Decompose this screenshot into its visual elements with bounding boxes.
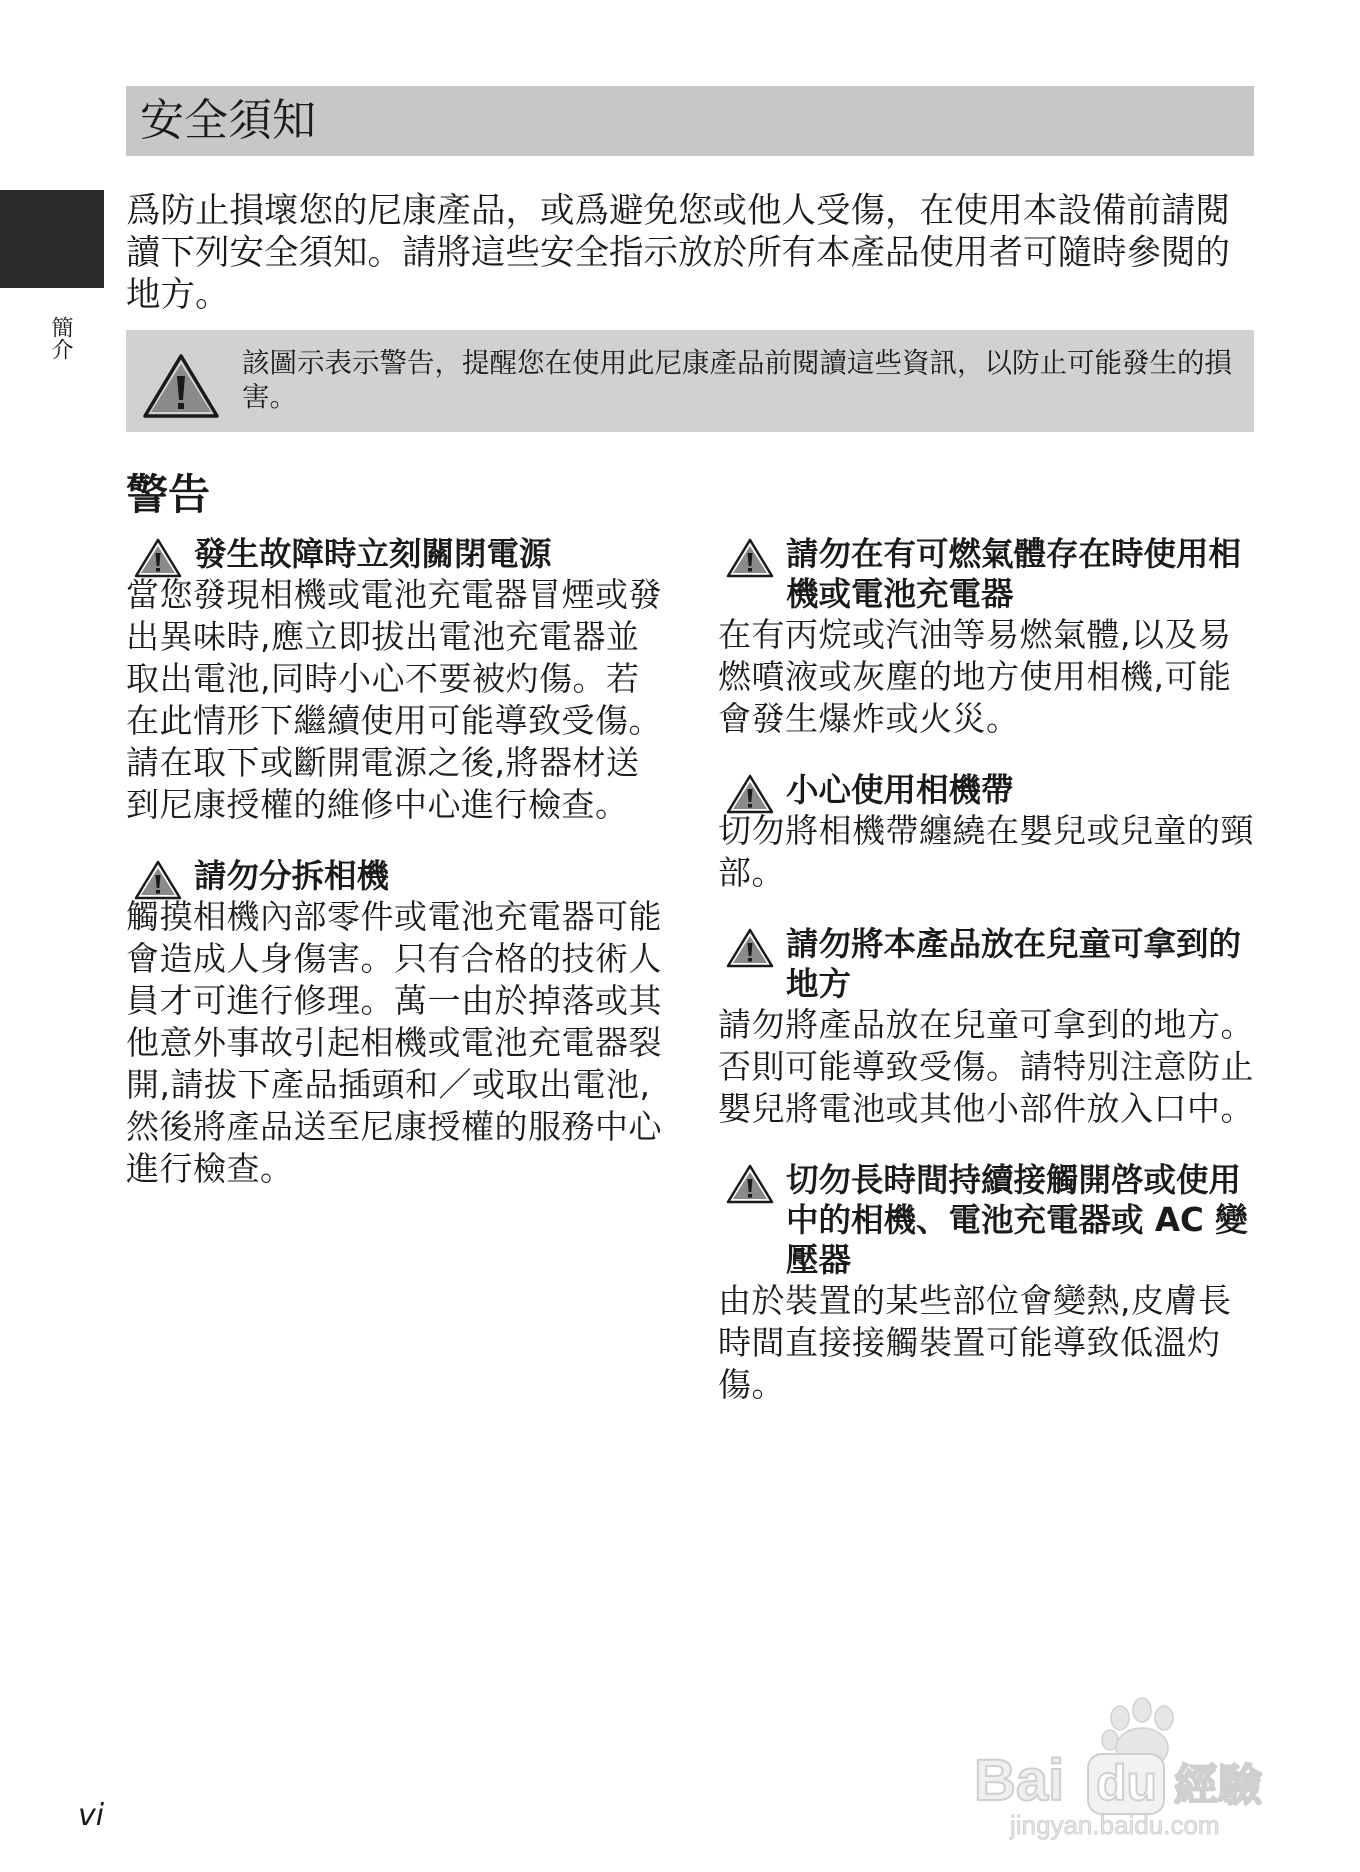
warning-heading-text: 請勿分拆相機 — [194, 857, 390, 895]
warning-heading — [718, 770, 1258, 810]
warning-icon — [726, 1164, 774, 1204]
warning-heading-text: 發生故障時立刻關閉電源 — [194, 535, 552, 573]
warning-icon — [134, 538, 182, 578]
warning-icon — [726, 538, 774, 578]
svg-text:du: du — [1096, 1755, 1158, 1811]
section-label: 簡介 — [48, 316, 73, 360]
section-tab — [0, 190, 104, 288]
warning-item — [718, 1160, 1258, 1406]
warning-item — [126, 534, 666, 826]
warning-body: 由於裝置的某些部位會變熱,皮膚長時間直接接觸裝置可能導致低溫灼傷。 — [718, 1281, 1232, 1404]
warning-heading-text: 請勿將本產品放在兒童可拿到的地方 — [786, 925, 1242, 1003]
warning-icon — [134, 860, 182, 900]
warning-heading — [718, 534, 1258, 614]
warning-body: 切勿將相機帶纏繞在嬰兒或兒童的頸部。 — [718, 811, 1254, 892]
warning-body: 當您發現相機或電池充電器冒煙或發出異味時,應立即拔出電池充電器並取出電池,同時小心不要被灼傷。若在此情形下繼續使用可能導致受傷。請在取下或斷開電源之後,將器材送到尼康授權的維修中心進行檢查。 — [126, 575, 662, 824]
warnings-right-column — [718, 534, 1258, 1436]
warning-heading-text: 請勿在有可燃氣體存在時使用相機或電池充電器 — [786, 535, 1242, 613]
warnings-heading: 警告 — [126, 470, 211, 519]
warning-item — [126, 856, 666, 1190]
warning-body: 在有丙烷或汽油等易燃氣體,以及易燃噴液或灰塵的地方使用相機,可能會發生爆炸或火災。 — [718, 615, 1232, 738]
warning-heading — [126, 856, 666, 896]
warning-heading-text: 小心使用相機帶 — [786, 771, 1014, 809]
warning-item — [718, 924, 1258, 1130]
warning-triangle-icon — [142, 352, 220, 420]
warning-item — [718, 770, 1258, 894]
warning-heading-text: 切勿長時間持續接觸開啓或使用中的相機、電池充電器或 AC 變壓器 — [786, 1161, 1248, 1279]
svg-text:jingyan.baidu.com: jingyan.baidu.com — [1010, 1810, 1220, 1840]
page-title: 安全須知 — [140, 95, 316, 146]
title-bar — [126, 86, 1254, 156]
warning-heading — [718, 924, 1258, 1004]
svg-text:Bai: Bai — [974, 1748, 1065, 1813]
notice-box — [126, 330, 1254, 432]
intro-paragraph: 爲防止損壞您的尼康產品，或爲避免您或他人受傷，在使用本設備前請閱讀下列安全須知。請將這些安全指示放於所有本產品使用者可隨時參閱的地方。 — [126, 191, 1230, 315]
warning-body: 請勿將產品放在兒童可拿到的地方。否則可能導致受傷。請特別注意防止嬰兒將電池或其他小部件放入口中。 — [718, 1005, 1254, 1128]
warning-heading — [718, 1160, 1258, 1280]
svg-text:經驗: 經驗 — [1174, 1760, 1262, 1811]
warning-heading — [126, 534, 666, 574]
baidu-watermark-logo — [970, 1690, 1300, 1840]
warning-icon — [726, 774, 774, 814]
warnings-left-column — [126, 534, 666, 1220]
page-number: vi — [78, 1798, 105, 1833]
warning-body: 觸摸相機內部零件或電池充電器可能會造成人身傷害。只有合格的技術人員才可進行修理。萬一由於掉落或其他意外事故引起相機或電池充電器裂開,請拔下產品插頭和／或取出電池,然後將產品送至尼康授權的服務中心進行檢查。 — [126, 897, 662, 1188]
warning-icon — [726, 928, 774, 968]
notice-text: 該圖示表示警告，提醒您在使用此尼康產品前閱讀這些資訊，以防止可能發生的損害。 — [242, 347, 1232, 413]
warning-item — [718, 534, 1258, 740]
